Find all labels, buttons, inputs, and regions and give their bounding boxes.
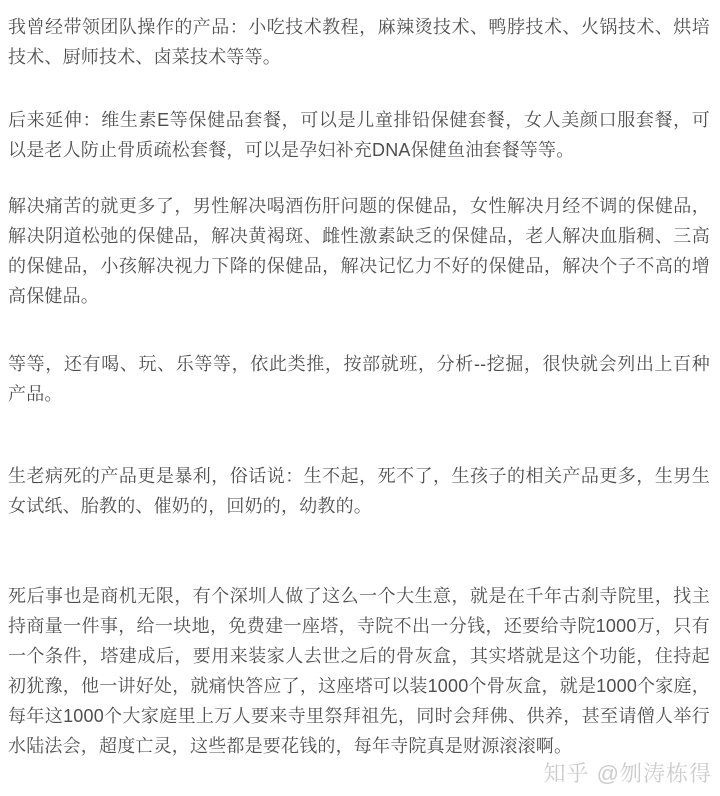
paragraph-temple-story: 死后事也是商机无限，有个深圳人做了这么一个大生意，就是在千年古刹寺院里，找主持商量一件事，给一块地，免费建一座塔，寺院不出一分钱，还要给寺院1000万，只有一个条件，塔建成后，要用来装家人去世之后的骨灰盒，其实塔就是这个功能，住持起初犹豫，他一讲好处，就痛快答应了，这座塔可以装1000个骨灰盒，就是1000个家庭，每年这1000个大家庭里上万人要来寺里祭拜祖先，同时会拜佛、供养，甚至请僧人举行水陆法会，超度亡灵，这些都是要花钱的，每年寺院真是财源滚滚啊。 xyxy=(8,586,710,756)
paragraph-life-death-products: 生老病死的产品更是暴利，俗话说：生不起，死不了，生孩子的相关产品更多，生男生女试纸、胎教的、催奶的，回奶的，幼教的。 xyxy=(8,466,710,516)
zhihu-watermark: 知乎 @刎涛栋得 xyxy=(543,761,712,786)
paragraph-pain-solutions: 解决痛苦的就更多了，男性解决喝酒伤肝问题的保健品，女性解决月经不调的保健品，解决阴道松弛的保健品，解决黄褐斑、雌性激素缺乏的保健品，老人解决血脂稠、三高的保健品，小孩解决视力下降的保健品，解决记忆力不好的保健品，解决个子不高的增高保健品。 xyxy=(8,196,710,306)
paragraph-products-intro: 我曾经带领团队操作的产品：小吃技术教程，麻辣烫技术、鸭脖技术、火锅技术、烘培技术、厨师技术、卤菜技术等等。 xyxy=(8,17,710,67)
paragraph-analysis-extension: 等等，还有喝、玩、乐等等，依此类推，按部就班，分析--挖掘，很快就会列出上百种产品。 xyxy=(8,354,710,404)
paragraph-supplement-packages: 后来延伸：维生素E等保健品套餐，可以是儿童排铅保健套餐，女人美颜口服套餐，可以是老人防止骨质疏松套餐，可以是孕妇补充DNA保健鱼油套餐等等。 xyxy=(8,110,710,160)
